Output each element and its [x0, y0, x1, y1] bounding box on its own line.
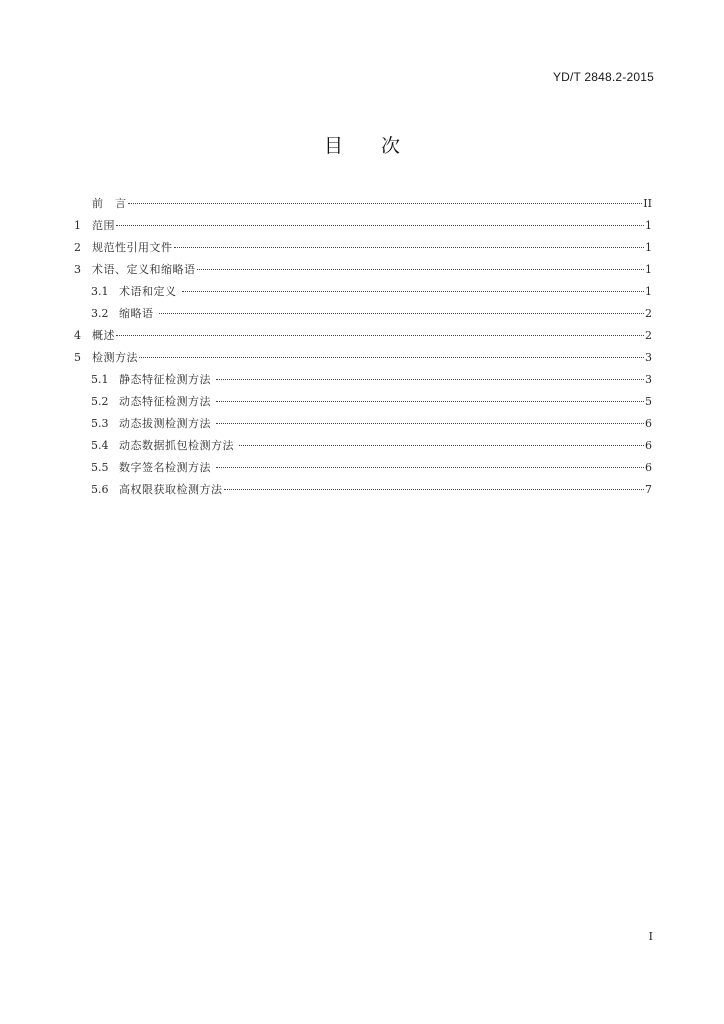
page-title-char-2: 次	[381, 135, 401, 157]
toc-entry-title: 检测方法	[92, 351, 138, 364]
toc-entry-number: 1	[74, 219, 81, 232]
toc-entry-title: 概述	[92, 329, 115, 342]
toc-dot-leader	[197, 268, 645, 270]
page-title	[0, 131, 724, 158]
toc-entry[interactable]	[74, 371, 652, 393]
toc-entry-number: 5.5	[91, 461, 109, 474]
toc-entry-number: 5.6	[91, 483, 109, 496]
toc-entry[interactable]	[74, 349, 652, 371]
toc-entry-page: 2	[645, 307, 652, 320]
toc-entry-title: 数字签名检测方法	[119, 461, 215, 474]
standard-code: YD/T 2848.2-2015	[552, 70, 654, 84]
toc-dot-leader	[216, 378, 644, 380]
toc-entry-page: 2	[645, 329, 652, 342]
toc-entry-page: 3	[645, 373, 652, 386]
toc-entry-number: 3.1	[91, 285, 109, 298]
toc-entry[interactable]	[74, 481, 652, 503]
toc-entry[interactable]	[74, 459, 652, 481]
toc-dot-leader	[116, 224, 644, 226]
toc-dot-leader	[224, 488, 645, 490]
toc-entry-page: 3	[645, 351, 652, 364]
toc-entry[interactable]	[74, 393, 652, 415]
toc-entry-number: 4	[74, 329, 81, 342]
toc-dot-leader	[239, 444, 644, 446]
toc-dot-leader	[174, 246, 645, 248]
toc-entry[interactable]	[74, 305, 652, 327]
toc-entry[interactable]	[74, 261, 652, 283]
toc-dot-leader	[182, 290, 645, 292]
toc-dot-leader	[128, 202, 643, 204]
toc-entry-page: 1	[645, 263, 652, 276]
toc-entry-page: 6	[645, 461, 652, 474]
toc-entry-title: 动态数据抓包检测方法	[119, 439, 238, 452]
toc-entry-title: 高权限获取检测方法	[119, 483, 223, 496]
toc-entry[interactable]	[74, 327, 652, 349]
toc-entry-number: 3.2	[91, 307, 109, 320]
toc-entry[interactable]	[74, 283, 652, 305]
toc-entry-page: 1	[645, 285, 652, 298]
toc-entry-page: 6	[645, 417, 652, 430]
toc-entry-title: 缩略语	[119, 307, 158, 320]
toc-entry-page: 6	[645, 439, 652, 452]
toc-entry-title: 动态特征检测方法	[119, 395, 215, 408]
toc-entry[interactable]	[74, 239, 652, 261]
toc-entry-page: 1	[645, 241, 652, 254]
toc-entry-page: 7	[645, 483, 652, 496]
toc-entry[interactable]	[74, 195, 652, 217]
toc-dot-leader	[116, 334, 644, 336]
toc-dot-leader	[216, 422, 644, 424]
toc-entry-number: 5.4	[91, 439, 109, 452]
toc-dot-leader	[139, 356, 644, 358]
toc-entry-title: 范围	[92, 219, 115, 232]
toc-entry-title: 规范性引用文件	[92, 241, 173, 254]
toc-entry-title: 动态拔测检测方法	[119, 417, 215, 430]
toc-entry-number: 5.2	[91, 395, 109, 408]
page-number: I	[648, 930, 653, 943]
toc-entry-title: 术语和定义	[119, 285, 181, 298]
toc-entry-page: 1	[645, 219, 652, 232]
page-title-char-1: 目	[323, 135, 343, 157]
toc-entry[interactable]	[74, 217, 652, 239]
toc-entry[interactable]	[74, 437, 652, 459]
toc-entry-title: 静态特征检测方法	[119, 373, 215, 386]
table-of-contents	[74, 195, 652, 503]
toc-dot-leader	[216, 400, 644, 402]
toc-entry-title: 前 言	[92, 197, 127, 210]
toc-entry-page: 5	[645, 395, 652, 408]
toc-entry-number: 2	[74, 241, 81, 254]
toc-entry[interactable]	[74, 415, 652, 437]
toc-dot-leader	[159, 312, 645, 314]
toc-entry-number: 5	[74, 351, 81, 364]
toc-entry-number: 5.3	[91, 417, 109, 430]
toc-entry-title: 术语、定义和缩略语	[92, 263, 196, 276]
toc-dot-leader	[216, 466, 644, 468]
toc-entry-page: II	[643, 197, 652, 210]
toc-entry-number: 5.1	[91, 373, 109, 386]
toc-entry-number: 3	[74, 263, 81, 276]
